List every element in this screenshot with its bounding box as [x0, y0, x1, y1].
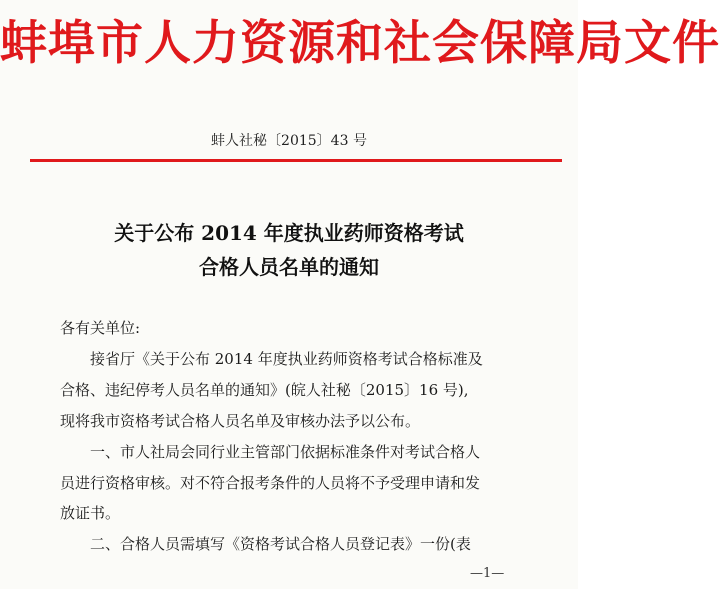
body-line: 接省厅《关于公布 2014 年度执业药师资格考试合格标准及 [90, 350, 483, 368]
salutation: 各有关单位: [60, 319, 141, 337]
issuer-masthead: 蚌埠市人力资源和社会保障局文件 [0, 16, 720, 71]
body-line: 放证书。 [60, 504, 121, 522]
page-number: —1— [470, 566, 505, 581]
document-number: 蚌人社秘〔2015〕43 号 [211, 133, 367, 149]
body-line: 二、合格人员需填写《资格考试合格人员登记表》一份(表 [90, 535, 471, 553]
body-line: 员进行资格审核。对不符合报考条件的人员将不予受理申请和发 [60, 474, 481, 492]
body-line: 一、市人社局会同行业主管部门依据标准条件对考试合格人 [90, 443, 481, 461]
body-line: 合格、违纪停考人员名单的通知》(皖人社秘〔2015〕16 号), [60, 381, 469, 399]
body-line: 现将我市资格考试合格人员名单及审核办法予以公布。 [60, 412, 421, 430]
document-title-line-1: 关于公布 2014 年度执业药师资格考试 [114, 221, 464, 245]
red-divider [30, 159, 562, 162]
document-title-line-2: 合格人员名单的通知 [199, 255, 379, 279]
